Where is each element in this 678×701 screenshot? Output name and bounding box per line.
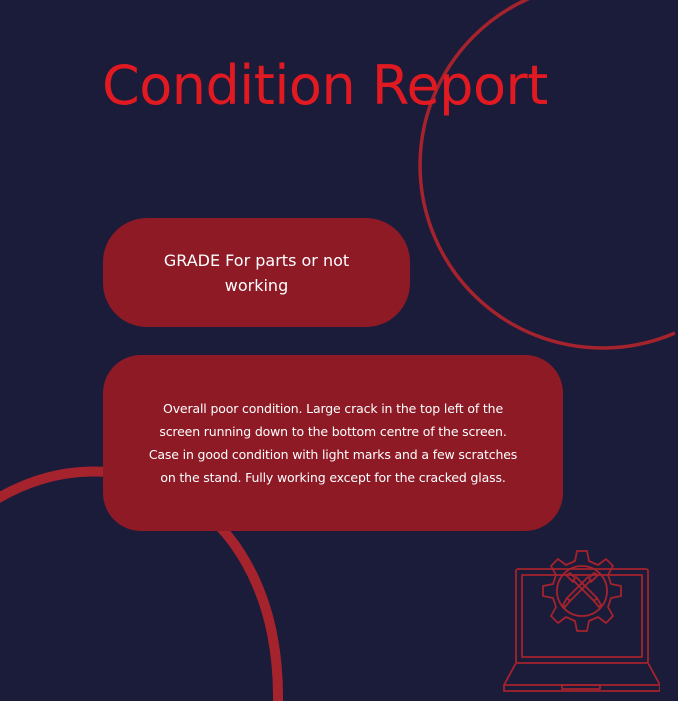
page-title: Condition Report: [102, 54, 548, 117]
grade-pill: [103, 218, 410, 327]
laptop-repair-icon: [500, 545, 660, 697]
grade-text: GRADE For parts or not working: [163, 250, 350, 295]
condition-description: Overall poor condition. Large crack in the top left of the screen running down to the bottom centre of the screen. Case in good condition with light marks and a few scratches on the stand. Fully working except for the cracked glass.: [148, 401, 518, 485]
description-pill: [103, 355, 563, 531]
